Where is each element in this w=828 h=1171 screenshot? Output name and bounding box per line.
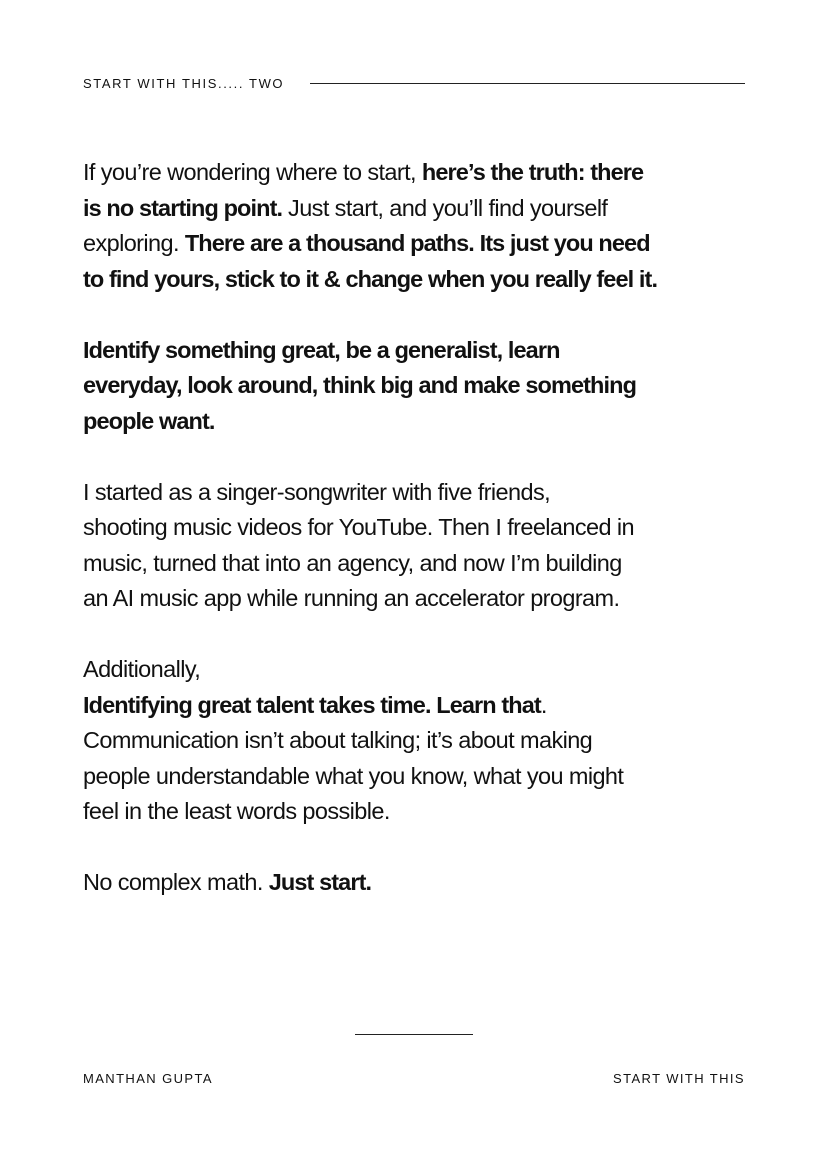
- text-line: is no starting point. Just start, and you’ll find yourself: [83, 194, 608, 221]
- text-line: I started as a singer-songwriter with five friends,: [83, 478, 551, 505]
- text-line: [83, 262, 763, 298]
- paragraph-advice: [83, 333, 763, 440]
- text-line: [83, 404, 763, 440]
- text-line: No complex math. Just start.: [83, 869, 372, 895]
- bold-text: Identify something great, be a generalist, learn: [83, 336, 560, 363]
- header-title: START WITH THIS..... TWO: [83, 75, 285, 91]
- text-line: feel in the least words possible.: [83, 798, 390, 824]
- text-line: music, turned that into an agency, and now I’m building: [83, 549, 622, 576]
- header-rule: [310, 83, 745, 84]
- footer-rule: [355, 1034, 473, 1035]
- page-header: [83, 74, 745, 92]
- paragraph-additionally: [83, 652, 763, 830]
- bold-text: There are a thousand paths. Its just you need: [184, 230, 650, 256]
- text-line: Communication isn’t about talking; it’s about making: [83, 727, 593, 753]
- bold-text: to find yours, stick to it & change when you really feel it.: [83, 265, 658, 292]
- paragraph-intro: [83, 155, 763, 297]
- text-line: [83, 333, 763, 369]
- bold-text: Just start.: [268, 869, 372, 895]
- paragraph-closing: [83, 865, 763, 901]
- footer-book-title: START WITH THIS: [613, 1071, 745, 1086]
- text-line: an AI music app while running an accelerator program.: [83, 585, 620, 611]
- paragraph-story: [83, 475, 763, 617]
- bold-text: is no starting point.: [83, 194, 283, 221]
- text-line: Identifying great talent takes time. Learn that.: [83, 691, 547, 718]
- text-line: people understandable what you know, what you might: [83, 762, 624, 789]
- bold-text: here’s the truth: there: [421, 159, 644, 185]
- page-body: [83, 155, 763, 936]
- text-line: shooting music videos for YouTube. Then I freelanced in: [83, 514, 634, 540]
- text-line: exploring. There are a thousand paths. Its just you need: [83, 230, 650, 256]
- bold-text: people want.: [83, 407, 215, 434]
- bold-text: everyday, look around, think big and make something: [83, 372, 637, 398]
- footer-author: MANTHAN GUPTA: [83, 1071, 213, 1086]
- text-line: Additionally,: [83, 656, 201, 682]
- bold-text: Identifying great talent takes time. Learn that: [83, 691, 541, 718]
- text-line: [83, 368, 763, 404]
- text-line: If you’re wondering where to start, here’s the truth: there: [83, 159, 644, 185]
